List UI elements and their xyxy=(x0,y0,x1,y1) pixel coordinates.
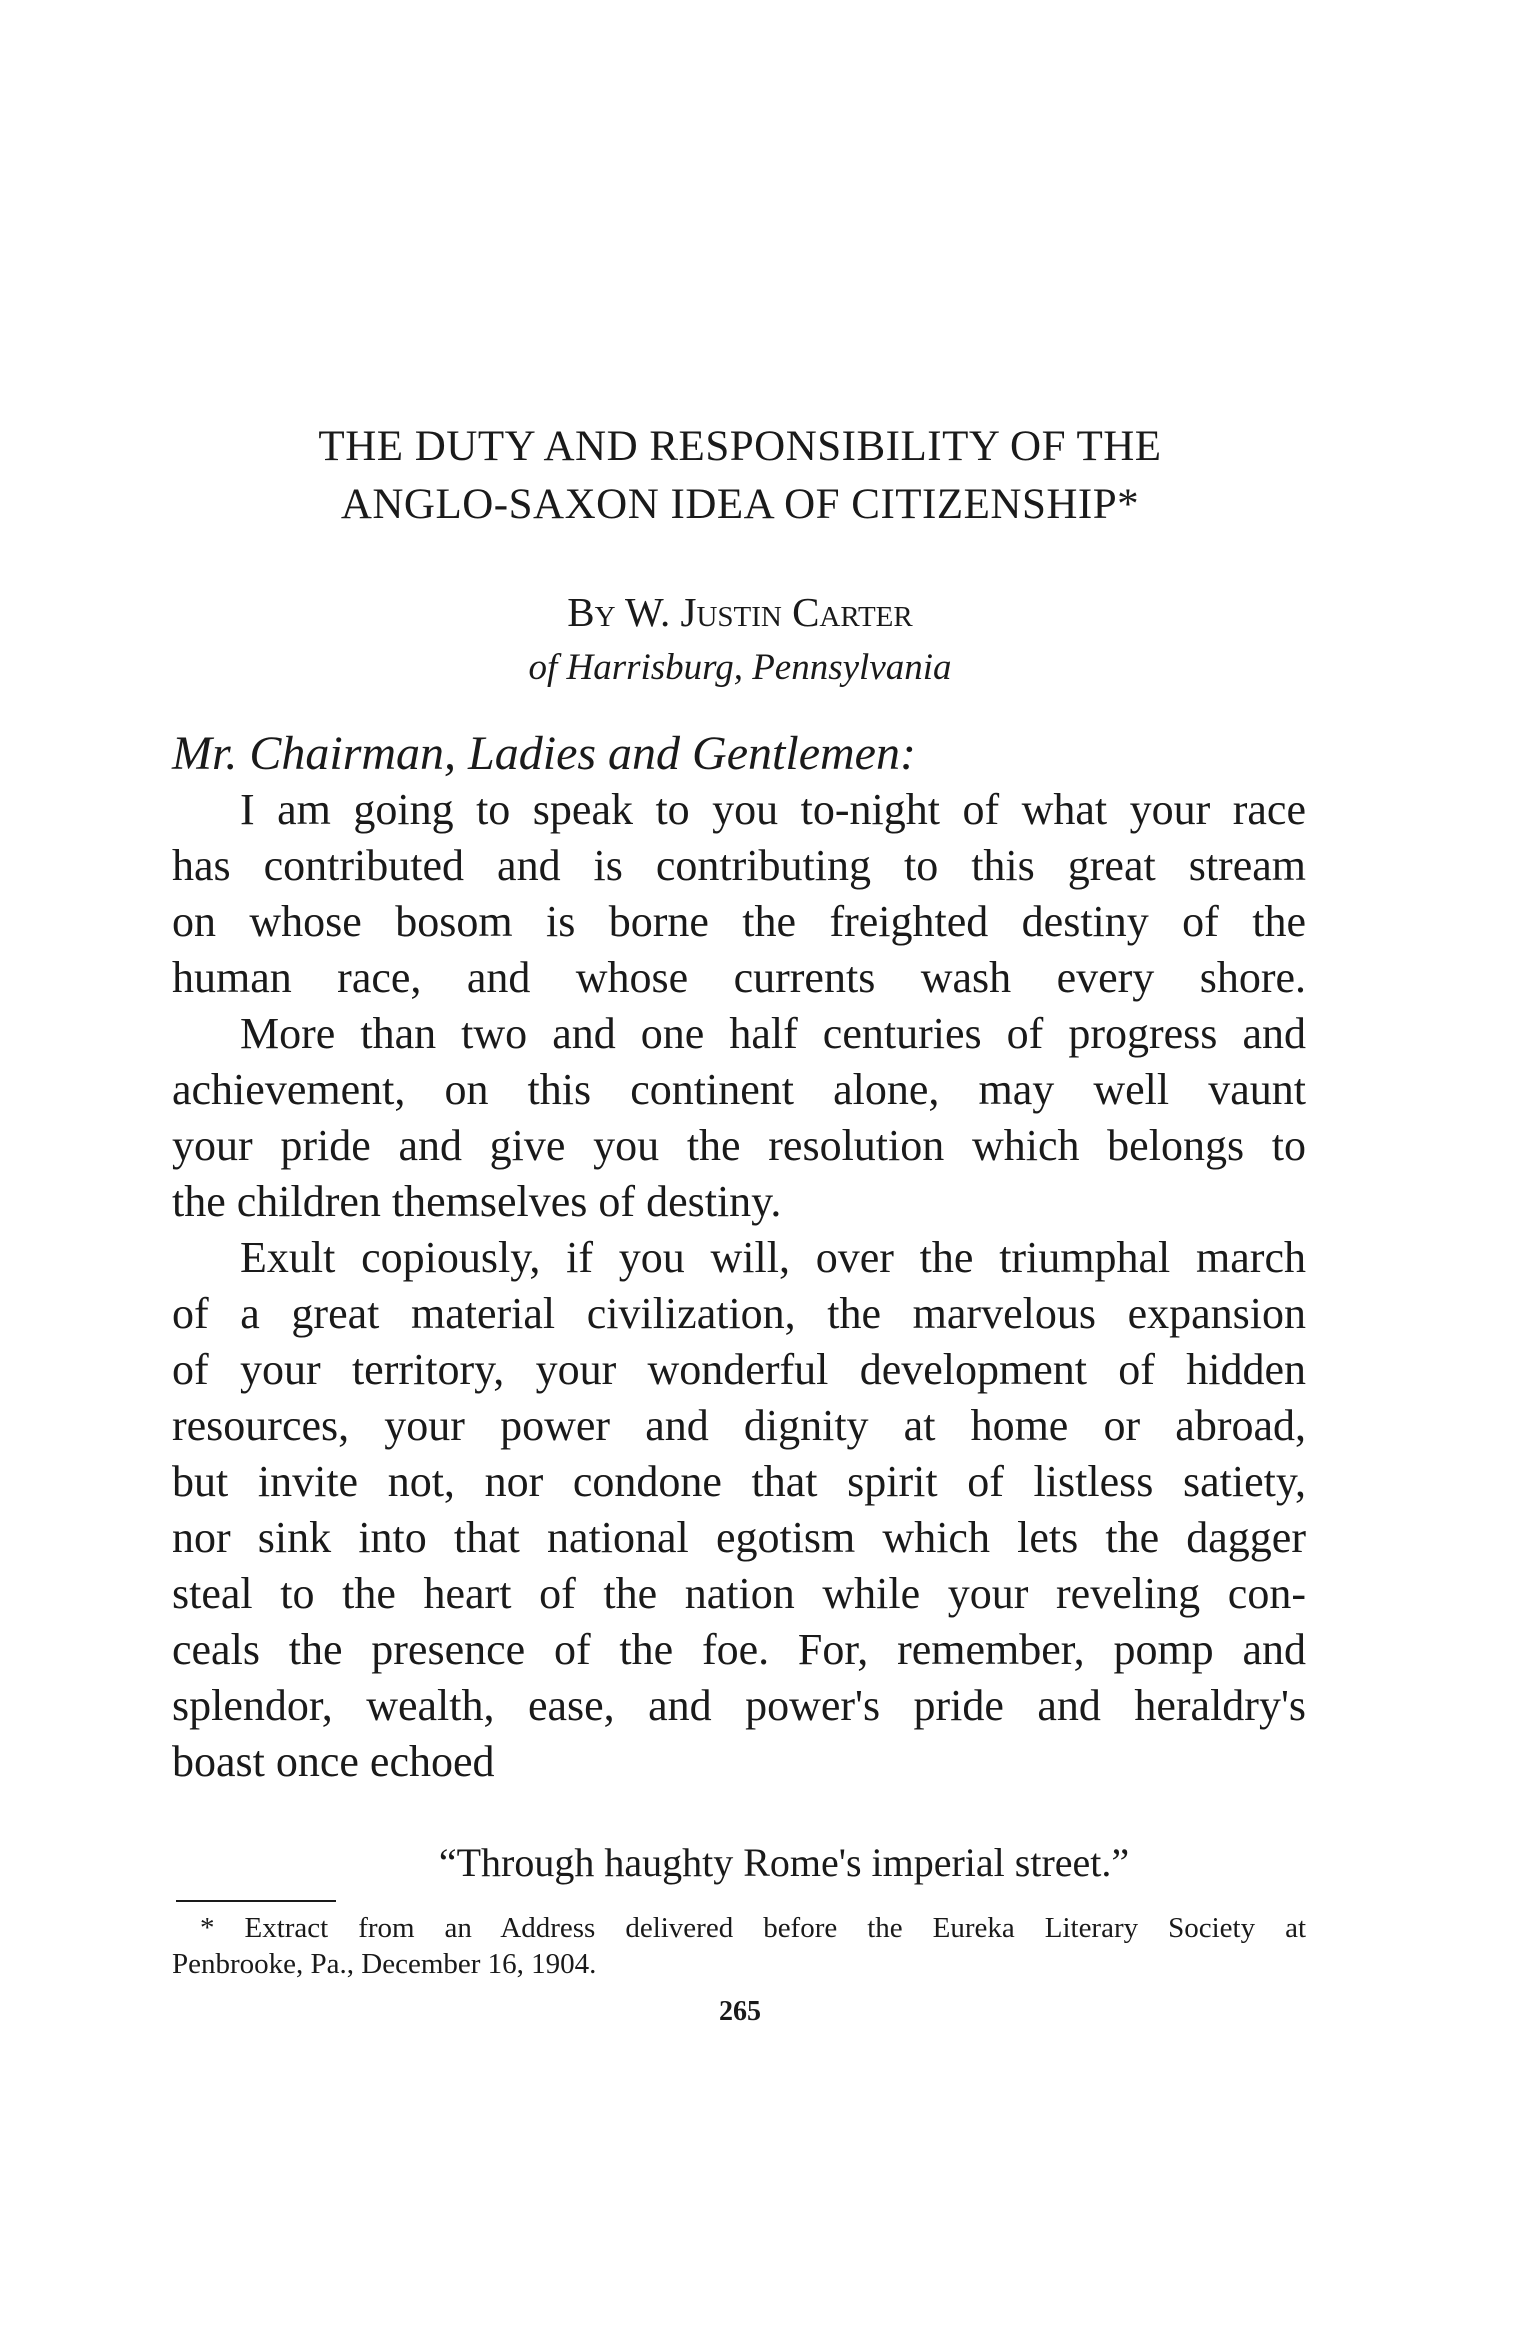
body-line: the children themselves of destiny. xyxy=(172,1177,782,1226)
body-line: human race, and whose currents wash every shore. xyxy=(172,953,1306,1002)
body-line: Exult copiously, if you will, over the triumphal march xyxy=(240,1233,1306,1282)
author-byline: By W. Justin Carter xyxy=(567,589,913,635)
article-title xyxy=(150,418,1330,534)
footnote-line-1: * Extract from an Address delivered before the Eureka Literary Society at xyxy=(200,1912,1306,1944)
body-line: of your territory, your wonderful development of hidden xyxy=(172,1345,1306,1394)
body-line: I am going to speak to you to-night of what your race xyxy=(240,785,1306,834)
body-line: resources, your power and dignity at home or abroad, xyxy=(172,1401,1306,1450)
footnote-line-2: Penbrooke, Pa., December 16, 1904. xyxy=(172,1948,597,1980)
body-line: of a great material civilization, the marvelous expansion xyxy=(172,1289,1306,1338)
footnote-divider xyxy=(176,1900,336,1902)
title-line-1: THE DUTY AND RESPONSIBILITY OF THE xyxy=(318,423,1162,470)
body-line: nor sink into that national egotism which lets the dagger xyxy=(172,1513,1306,1562)
body-line: achievement, on this continent alone, may well vaunt xyxy=(172,1065,1306,1114)
body-line: More than two and one half centuries of progress and xyxy=(240,1009,1306,1058)
block-quote: “Through haughty Rome's imperial street.” xyxy=(438,1840,1130,1885)
body-line: but invite not, nor condone that spirit of listless satiety, xyxy=(172,1457,1306,1506)
body-line: steal to the heart of the nation while your reveling con- xyxy=(172,1569,1306,1618)
page-number: 265 xyxy=(719,1996,761,2027)
salutation: Mr. Chairman, Ladies and Gentlemen: xyxy=(172,727,916,780)
body-line: your pride and give you the resolution which belongs to xyxy=(172,1121,1306,1170)
body-line: has contributed and is contributing to this great stream xyxy=(172,841,1306,890)
body-line: on whose bosom is borne the freighted destiny of the xyxy=(172,897,1306,946)
body-line: boast once echoed xyxy=(172,1737,495,1786)
title-line-2: ANGLO-SAXON IDEA OF CITIZENSHIP* xyxy=(340,481,1140,528)
body-line: splendor, wealth, ease, and power's pride and heraldry's xyxy=(172,1681,1306,1730)
body-line: ceals the presence of the foe. For, remember, pomp and xyxy=(172,1625,1306,1674)
author-affiliation: of Harrisburg, Pennsylvania xyxy=(528,647,952,688)
